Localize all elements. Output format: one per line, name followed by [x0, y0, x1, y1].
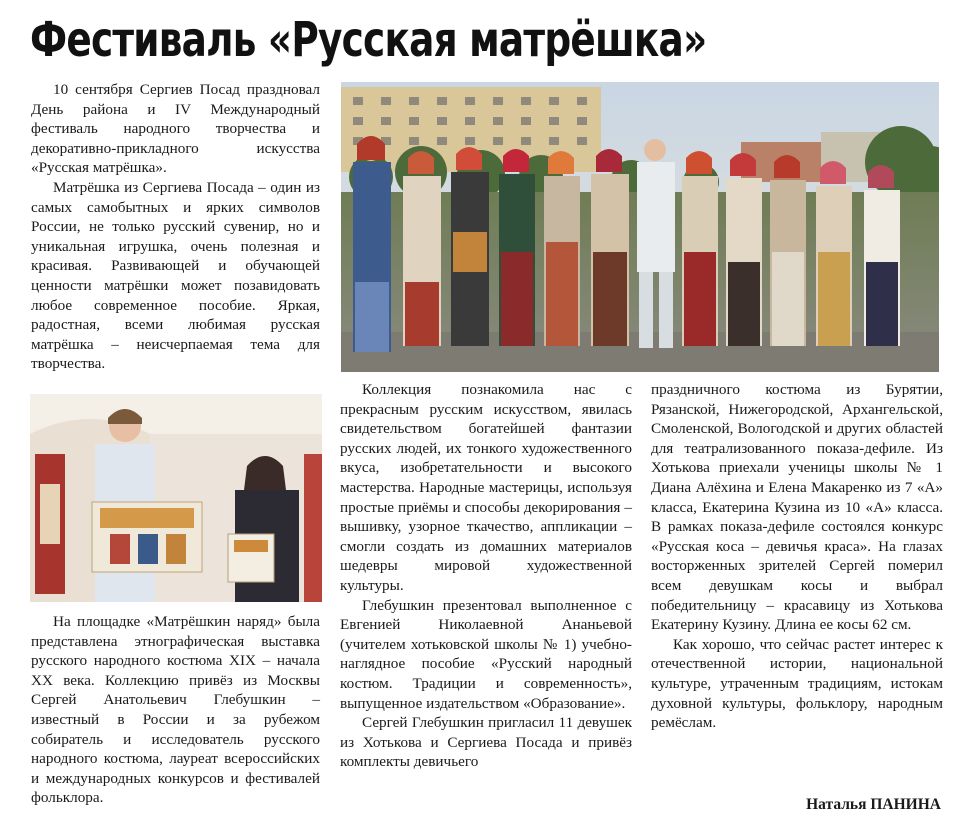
paragraph: Сергей Глебушкин пригласил 11 девушек из Хотькова и Сергиева Посада и привёз комплекты девичьего: [340, 714, 632, 771]
column-2: [340, 380, 632, 772]
paragraph: Как хорошо, что сейчас растет интерес к отечественной истории, национальной культуре, утраченным традициям, истокам духовной культуры, фольклору, народным ремёслам.: [651, 635, 943, 732]
group-photo: [341, 82, 939, 372]
paragraph: Глебушкин презентовал выполненное с Евгенией Николаевной Ананьевой (учителем хотьковской школы № 1) учебно-наглядное пособие «Русский народный костюм. Традиции и современность», выпущенное издательством «Образование».: [340, 596, 632, 712]
paragraph: На площадке «Матрёшкин наряд» была представлена этнографическая выставка русского народного костюма XIX – начала XX века. Коллекцию привёз из Москвы Сергей Анатольевич Глебушкин – известный в России и за рубежом собиратель и исследователь русского народного костюма, лауреат всероссийских и международных конкурсов и фестивалей фольклора.: [31, 613, 320, 807]
paragraph: Матрёшка из Сергиева Посада – один из самых самобытных и ярких символов России, не только русский сувенир, но и уникальная игрушка, очень полезная и красивая. Развивающей и обучающей ценности матрёшки может позавидовать любое современное пособие. Яркая, радостная, всеми любимая русская матрёшка – неисчерпаемая тема для творчества.: [31, 178, 320, 373]
article-headline: Фестиваль «Русская матрёшка»: [30, 12, 707, 68]
column-1-bottom: [31, 612, 320, 808]
presentation-photo: [30, 394, 322, 602]
paragraph: 10 сентября Сергиев Посад праздновал День района и IV Международный фестиваль народного творчества и декоративно-прикладного искусства «Русская матрёшка».: [31, 81, 320, 177]
paragraph: Коллекция познакомила нас с прекрасным русским искусством, явилась свидетельством богатейшей фантазии русских людей, их тонкого художественного вкуса, изобретательности и высокого мастерства. Народные мастерицы, используя простые приёмы и способы декорирования – вышивку, узорное ткачество, аппликации – смогли создать из домашних материалов шедевры мировой художественной культуры.: [340, 381, 632, 594]
column-1-top: [31, 80, 320, 374]
paragraph: праздничного костюма из Бурятии, Рязанской, Нижегородской, Архангельской, Смоленской, Вологодской и других областей для театрализованного показа-дефиле. Из Хотькова приехали ученицы школы № 1 Диана Алёхина и Елена Макаренко из 7 «А» класса, Екатерина Кузина из 10 «А» класса. В рамках показа-дефиле состоялся конкурс «Русская коса – девичья краса». На глазах восторженных зрителей Сергей померил всем девушкам косы и выбрал победительницу – красавицу из Хотькова Екатерину Кузину. Длина ее косы 62 см.: [651, 381, 943, 634]
column-3: [651, 380, 943, 733]
author-byline: Наталья ПАНИНА: [806, 796, 941, 813]
